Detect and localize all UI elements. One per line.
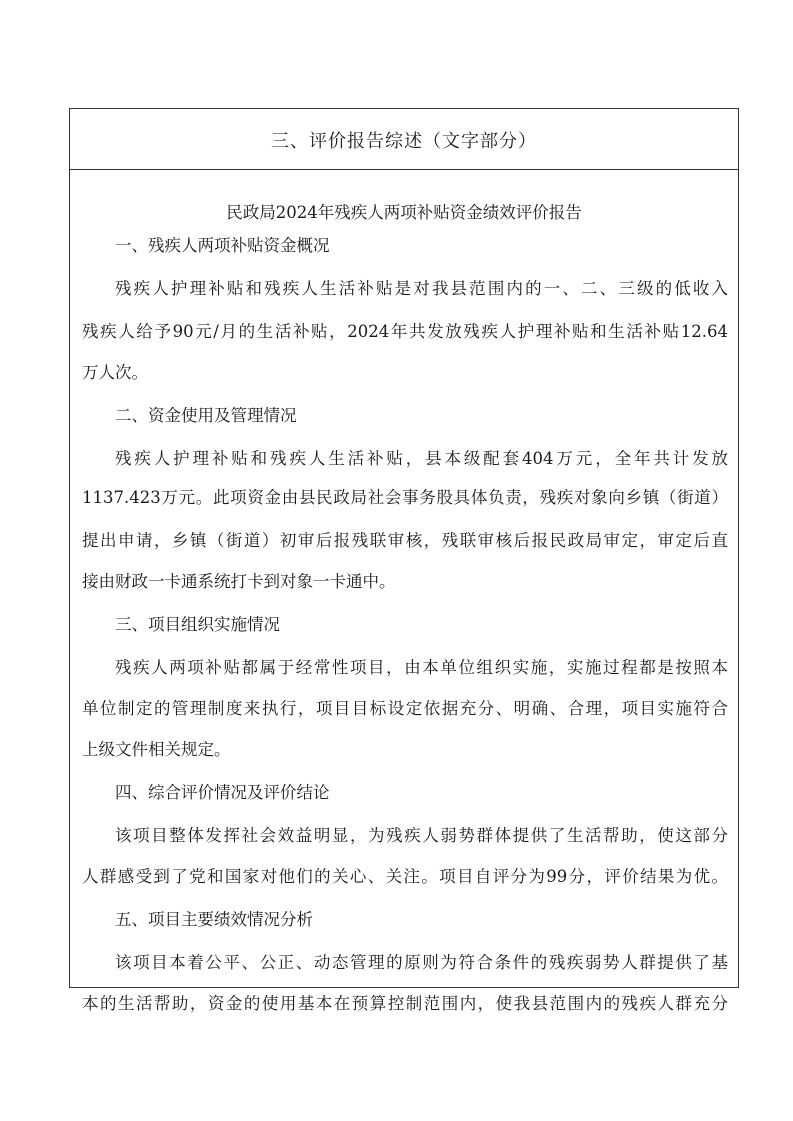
paragraph-line: 上级文件相关规定。	[82, 740, 231, 759]
paragraph-line: 残疾人护理补贴和残疾人生活补贴，县本级配套404万元，全年共计发放	[115, 449, 728, 468]
paragraph-line: 提出申请，乡镇（街道）初审后报残联审核，残联审核后报民政局审定，审定后直	[82, 531, 728, 550]
paragraph-line: 残疾人给予90元/月的生活补贴，2024年共发放残疾人护理补贴和生活补贴12.64	[82, 322, 728, 341]
report-title: 民政局2024年残疾人两项补贴资金绩效评价报告	[226, 203, 582, 222]
paragraph-line: 该项目整体发挥社会效益明显，为残疾人弱势群体提供了生活帮助，使这部分	[115, 826, 728, 845]
heading-divider	[70, 169, 738, 170]
section-2-heading: 二、资金使用及管理情况	[115, 406, 297, 425]
paragraph-line: 1137.423万元。此项资金由县民政局社会事务股具体负责，残疾对象向乡镇（街道）	[82, 488, 728, 507]
paragraph-line: 单位制定的管理制度来执行，项目目标设定依据充分、明确、合理，项目实施符合	[82, 699, 728, 718]
paragraph-line: 残疾人护理补贴和残疾人生活补贴是对我县范围内的一、二、三级的低收入	[115, 279, 728, 298]
paragraph-line: 接由财政一卡通系统打卡到对象一卡通中。	[82, 572, 396, 591]
section-3-heading: 三、项目组织实施情况	[115, 615, 280, 634]
report-frame	[69, 108, 739, 1013]
section-4-heading: 四、综合评价情况及评价结论	[115, 783, 330, 802]
paragraph-line: 本的生活帮助，资金的使用基本在预算控制范围内，使我县范围内的残疾人群充分	[82, 994, 728, 1013]
paragraph-line: 人群感受到了党和国家对他们的关心、关注。项目自评分为99分，评价结果为优。	[82, 867, 728, 886]
section-heading: 三、评价报告综述（文字部分）	[271, 131, 537, 152]
paragraph-line: 残疾人两项补贴都属于经常性项目，由本单位组织实施，实施过程都是按照本	[115, 658, 728, 677]
section-5-heading: 五、项目主要绩效情况分析	[115, 910, 313, 929]
paragraph-line: 该项目本着公平、公正、动态管理的原则为符合条件的残疾弱势人群提供了基	[115, 953, 728, 972]
section-1-heading: 一、残疾人两项补贴资金概况	[115, 236, 330, 255]
paragraph-line: 万人次。	[82, 363, 148, 382]
